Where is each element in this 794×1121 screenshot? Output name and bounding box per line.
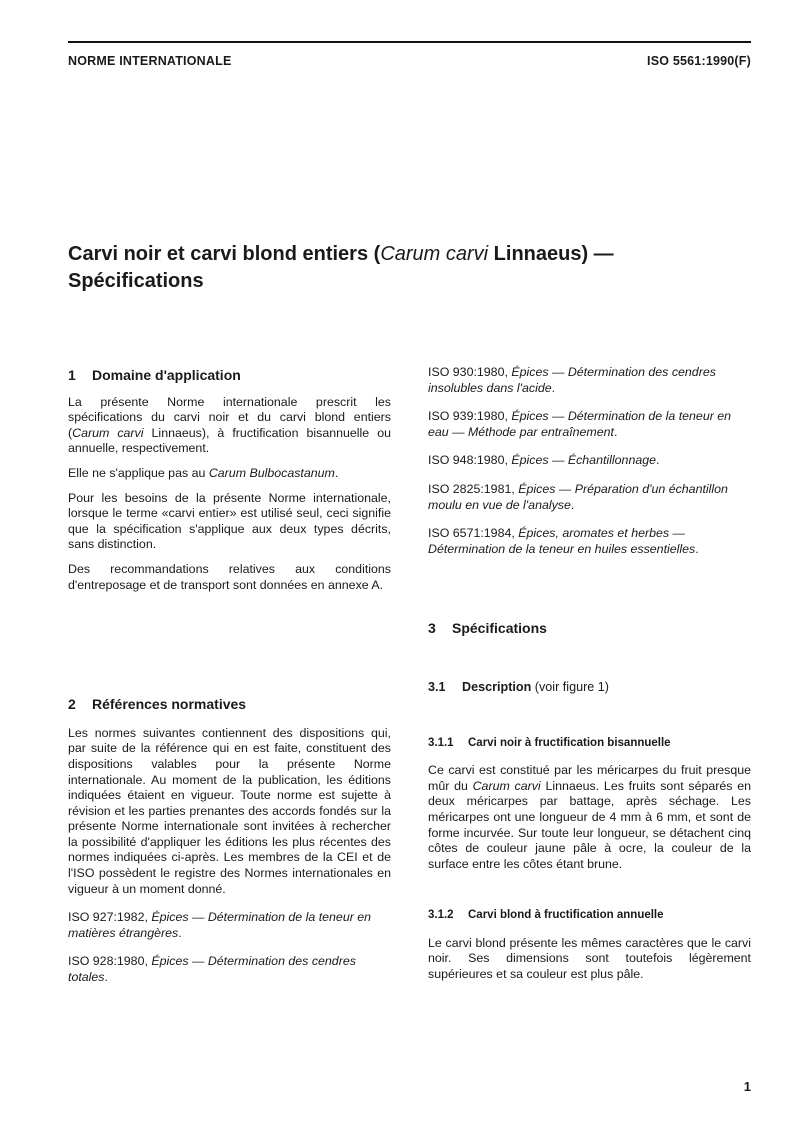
- section-1-number: 1: [68, 367, 76, 383]
- subsection-3-1-2-title: Carvi blond à fructification annuelle: [468, 909, 664, 922]
- right-column: [428, 365, 751, 992]
- subsection-3-1-2-number: 3.1.2: [428, 909, 454, 922]
- document-title: [68, 241, 758, 295]
- section-3-number: 3: [428, 620, 436, 637]
- title-scientific-name: Carum carvi: [380, 243, 489, 265]
- section-1-paragraph-2: Elle ne s'applique pas au Carum Bulbocastanum.: [68, 465, 339, 480]
- section-1-paragraph-4: Des recommandations relatives aux conditions d'entreposage et de transport sont données en annexe A.: [68, 561, 391, 592]
- subsection-3-1-1-text: Ce carvi est constitué par les méricarpes du fruit presque mûr du Carum carvi Linnaeus. Les fruits sont séparés en deux méricarpes par battage, après séchage. Les méricarpes ont une longueur de 4 mm à 6 mm, et sont de forme incurvée. Sur toute leur longueur, se détachent cinq côtes de couleur jaune pâle à ocre, la couleur de la surface entre les côtes étant brune.: [428, 763, 751, 871]
- section-1-paragraph-1: La présente Norme internationale prescrit les spécifications du carvi noir et du carvi blond entiers (Carum carvi Linnaeus), à fructification bisannuelle ou annuelle, respectivement.: [68, 394, 391, 456]
- section-3-heading: [428, 621, 751, 637]
- reference-iso-939: ISO 939:1980, Épices — Détermination de la teneur en eau — Méthode par entraînement.: [428, 409, 732, 439]
- header-rule: [68, 41, 751, 43]
- reference-iso-930: ISO 930:1980, Épices — Détermination des cendres insolubles dans l'acide.: [428, 365, 716, 395]
- title-text-part2: Linnaeus) —: [488, 243, 614, 265]
- section-2-number: 2: [68, 696, 76, 713]
- section-1-paragraph-3: Pour les besoins de la présente Norme internationale, lorsque le terme «carvi entier» est utilisé seul, ceci signifie que la spécification s'applique aux deux types décrits, sans distinction.: [68, 490, 391, 552]
- subsection-3-1-1-heading: [428, 736, 751, 752]
- reference-iso-948: ISO 948:1980, Épices — Échantillonnage.: [428, 453, 660, 468]
- title-text-part1: Carvi noir et carvi blond entiers (: [68, 243, 381, 265]
- reference-iso-927: ISO 927:1982, Épices — Détermination de la teneur en matières étrangères.: [68, 910, 372, 940]
- reference-iso-2825: ISO 2825:1981, Épices — Préparation d'un échantillon moulu en vue de l'analyse.: [428, 481, 728, 512]
- left-column: [68, 368, 391, 995]
- subsection-3-1-2-text: Le carvi blond présente les mêmes caractères que le carvi noir. Ses dimensions sont toutefois légèrement supérieures et sa couleur est plus pâle.: [428, 935, 751, 982]
- reference-iso-6571: ISO 6571:1984, Épices, aromates et herbes — Détermination de la teneur en huiles essentielles.: [428, 526, 699, 556]
- section-2-title: Références normatives: [92, 696, 247, 713]
- subsection-3-1-title: Description: [462, 679, 532, 694]
- section-2-intro: Les normes suivantes contiennent des dispositions qui, par suite de la référence qui en est faite, constituent des dispositions valables pour la présente Norme internationale. Au moment de la publication, les éditions indiquées étaient en vigueur. Toute norme est sujette à révision et les parties prenantes des accords fondés sur la présente Norme internationale sont invitées à rechercher la possibilité d'appliquer les éditions les plus récentes des normes indiquées ci-après. Les membres de la CEI et de l'ISO possèdent le registre des Normes internationales en vigueur à un moment donné.: [68, 725, 391, 896]
- standard-number: ISO 5561:1990(F): [647, 54, 751, 68]
- reference-iso-928: ISO 928:1980, Épices — Détermination des cendres totales.: [68, 954, 356, 985]
- title-line2: Spécifications: [68, 270, 204, 292]
- subsection-3-1-2-heading: [428, 908, 751, 924]
- subsection-3-1-heading: [428, 680, 751, 696]
- section-3-title: Spécifications: [452, 620, 547, 637]
- page-number: 1: [743, 1079, 751, 1094]
- document-type-label: NORME INTERNATIONALE: [68, 54, 232, 68]
- subsection-3-1-number: 3.1: [428, 679, 446, 694]
- section-1-heading: [68, 368, 391, 384]
- subsection-3-1-note: (voir figure 1): [531, 679, 609, 694]
- subsection-3-1-1-title: Carvi noir à fructification bisannuelle: [468, 736, 671, 749]
- subsection-3-1-1-number: 3.1.1: [428, 736, 454, 749]
- section-2-heading: [68, 697, 391, 713]
- section-1-title: Domaine d'application: [92, 367, 241, 383]
